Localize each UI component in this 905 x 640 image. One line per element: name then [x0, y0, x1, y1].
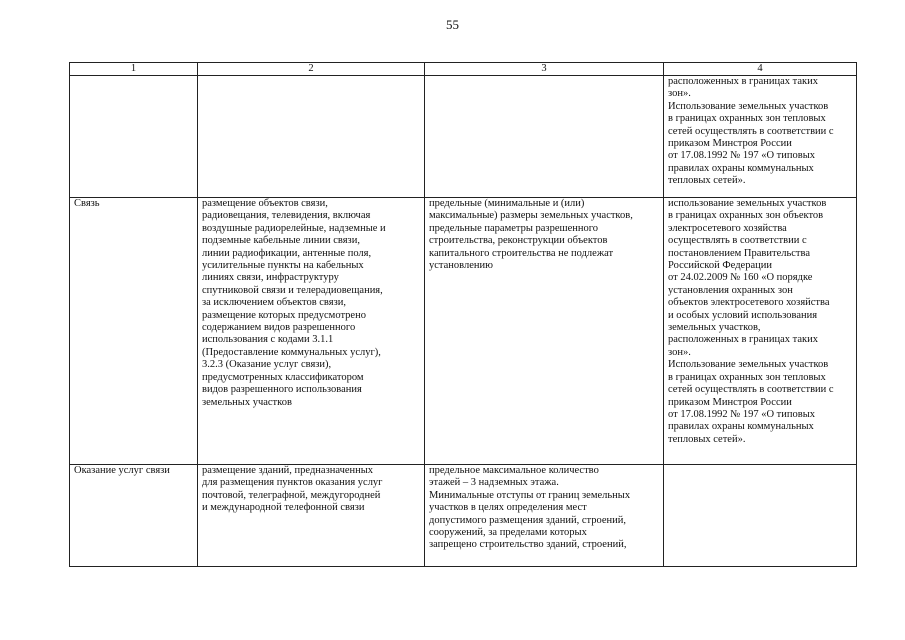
- column-header-1: 1: [70, 63, 198, 76]
- column-header-4: 4: [664, 63, 857, 76]
- page-number: 55: [446, 17, 459, 32]
- parameters-cell: предельное максимальное количество этажей – 3 надземных этажа. Минимальные отступы от границ земельных участков в целях определения мест допустимого размещения зданий, строений, сооружений, за пределами которых запрещено строительство зданий, строений,: [425, 465, 664, 567]
- column-header-2: 2: [198, 63, 425, 76]
- use-type-cell: [70, 76, 198, 198]
- regulations-table: [69, 62, 857, 567]
- table-row: [70, 76, 857, 198]
- parameters-cell: [425, 76, 664, 198]
- restrictions-cell: использование земельных участков в границах охранных зон объектов электросетевого хозяйства осуществлять в соответствии с постановлением Правительства Российской Федерации от 24.02.2009 № 160 «О порядке установления охранных зон объектов электросетевого хозяйства и особых условий использования земельных участков, расположенных в границах таких зон». Использование земельных участков в границах охранных зон тепловых сетей осуществлять в соответствии с приказом Минстроя России от 17.08.1992 № 197 «О типовых правилах охраны коммунальных тепловых сетей».: [664, 198, 857, 465]
- restrictions-cell: [664, 465, 857, 567]
- use-type-cell: Связь: [70, 198, 198, 465]
- restrictions-cell: расположенных в границах таких зон». Использование земельных участков в границах охранных зон тепловых сетей осуществлять в соответствии с приказом Минстроя России от 17.08.1992 № 197 «О типовых правилах охраны коммунальных тепловых сетей».: [664, 76, 857, 198]
- description-cell: [198, 76, 425, 198]
- parameters-cell: предельные (минимальные и (или) максимальные) размеры земельных участков, предельные параметры разрешенного строительства, реконструкции объектов капитального строительства не подлежат установлению: [425, 198, 664, 465]
- use-type-cell: Оказание услуг связи: [70, 465, 198, 567]
- table-header-row: [70, 63, 857, 76]
- description-cell: размещение объектов связи, радиовещания, телевидения, включая воздушные радиорелейные, надземные и подземные кабельные линии связи, линии радиофикации, антенные поля, усилительные пункты на кабельных линиях связи, инфраструктуру спутниковой связи и телерадиовещания, за исключением объектов связи, размещение которых предусмотрено содержанием видов разрешенного использования с кодами 3.1.1 (Предоставление коммунальных услуг), 3.2.3 (Оказание услуг связи), предусмотренных классификатором видов разрешенного использования земельных участков: [198, 198, 425, 465]
- description-cell: размещение зданий, предназначенных для размещения пунктов оказания услуг почтовой, телеграфной, междугородней и международной телефонной связи: [198, 465, 425, 567]
- column-header-3: 3: [425, 63, 664, 76]
- table-row: [70, 465, 857, 567]
- table-row: [70, 198, 857, 465]
